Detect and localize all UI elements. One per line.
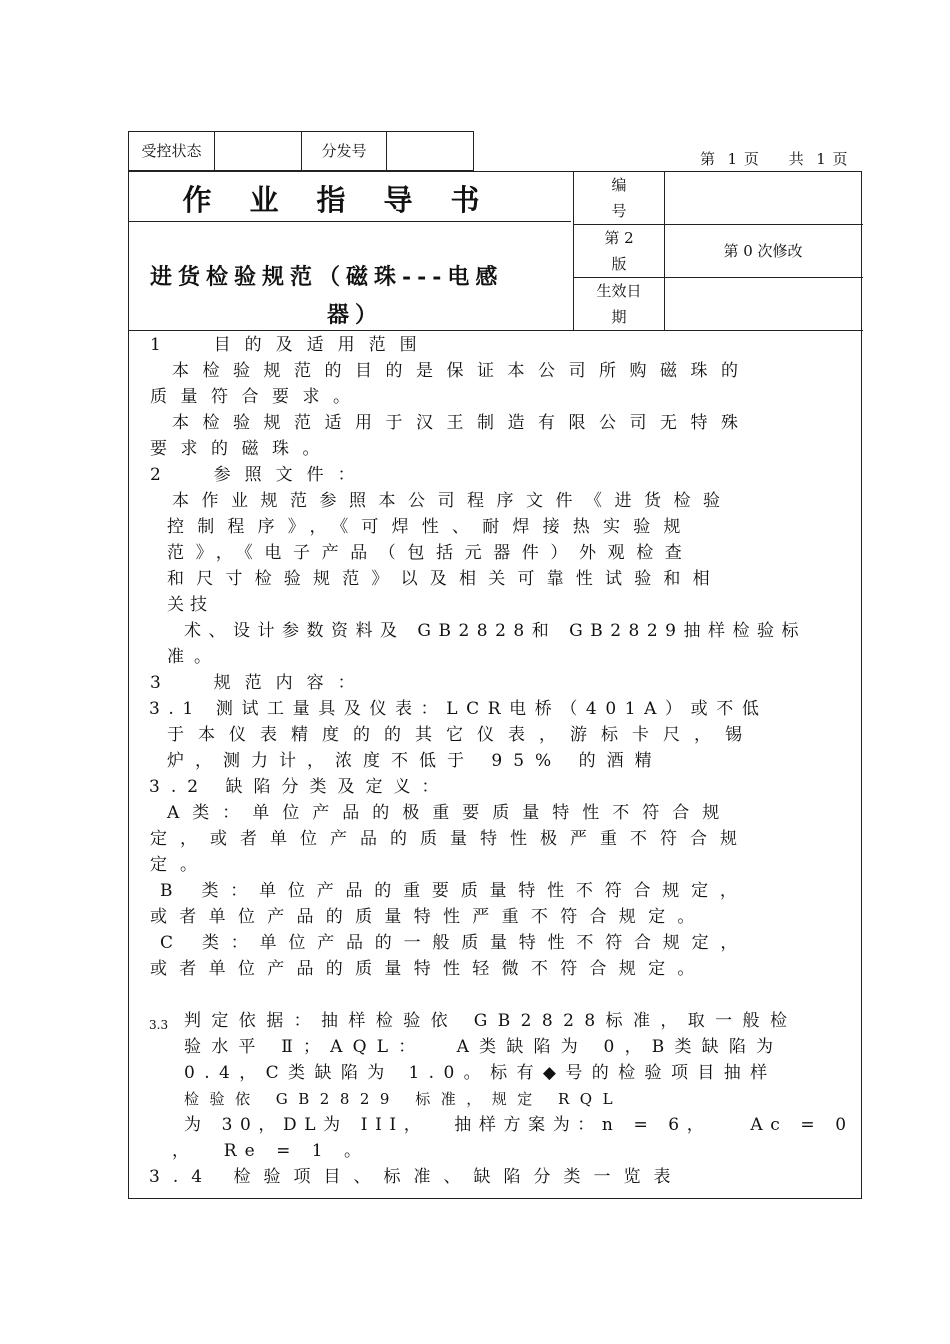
control-status-box — [128, 131, 474, 171]
section-2-line-e: 关技 — [167, 595, 213, 615]
document-subtitle — [150, 258, 560, 334]
section-3-1-line-a: 3.1 测试工量具及仪表：LCR电桥（401A）或不低 — [149, 699, 768, 719]
revision-label: 第 0 次修改 — [723, 242, 803, 260]
number-label: 编 号 — [611, 176, 627, 220]
section-1-para-1a: 本检验规范的目的是保证本公司所购磁珠的 — [172, 361, 752, 381]
section-2-line-a: 本作业规范参照本公司程序文件《进货检验 — [172, 491, 733, 511]
class-a-line-1: A类：单位产品的极重要质量特性不符合规 — [167, 803, 733, 823]
subtitle-line-1: 进货检验规范（磁珠---电感 — [150, 264, 504, 290]
section-3-4-heading: 3.4 检验项目、标准、缺陷分类一览表 — [149, 1167, 684, 1187]
section-3-2-heading: 3.2 缺陷分类及定义： — [149, 777, 450, 797]
section-3-3-line-e: 为 30，DL为 III， 抽样方案为：n = 6， Ac = 0 — [184, 1115, 854, 1135]
class-a-line-3: 定。 — [150, 855, 210, 875]
divider-title — [129, 221, 571, 222]
page-info: 第 1 页 共 1 页 — [700, 150, 849, 168]
section-1-para-1b: 质量符合要求。 — [150, 387, 364, 407]
section-3-3-line-b: 验水平 Ⅱ；AQL： A类缺陷为 0，B类缺陷为 — [184, 1037, 784, 1057]
class-b-line-2: 或者单位产品的质量特性严重不符合规定。 — [150, 907, 707, 927]
section-2-line-d: 和尺寸检验规范》以及相关可靠性试验和相 — [167, 569, 722, 589]
status-value — [215, 132, 302, 170]
section-3-heading: 3 规范内容： — [150, 673, 369, 693]
section-3-1-line-c: 炉，测力计，浓度不低于 95% 的酒精 — [167, 751, 663, 771]
class-c-line-2: 或者单位产品的质量特性轻微不符合规定。 — [150, 959, 707, 979]
divider-vertical-2 — [664, 172, 665, 331]
distribution-value — [387, 132, 473, 170]
section-3-1-line-b: 于本仪表精度的的其它仪表，游标卡尺，锡 — [167, 725, 756, 745]
status-label: 受控状态 — [129, 132, 215, 170]
document-title: 作业指导书 — [182, 183, 518, 217]
section-1-para-2b: 要求的磁珠。 — [150, 439, 333, 459]
distribution-label: 分发号 — [302, 132, 387, 170]
class-a-line-2: 定，或者单位产品的质量特性极严重不符合规 — [150, 829, 750, 849]
effective-date-label: 生效日 期 — [596, 282, 642, 326]
section-3-3-number: 3.3 — [149, 1018, 169, 1032]
section-3-3-line-f: ， Re = 1 。 — [172, 1141, 369, 1161]
section-2-line-g: 准。 — [167, 647, 221, 667]
section-2-line-f: 术、设计参数资料及 GB2828和 GB2829抽样检验标 — [184, 621, 806, 641]
section-3-3-line-c: 0.4，C类缺陷为 1.0。标有◆号的检验项目抽样 — [184, 1063, 777, 1083]
section-3-3-line-a: 判定依据：抽样检验依 GB2828标准，取一般检 — [184, 1011, 798, 1031]
section-1-heading: 1 目的及适用范围 — [150, 335, 431, 355]
version-label: 第 2 版 — [604, 229, 634, 273]
section-2-line-b: 控制程序》，《可焊性、耐焊接热实验规 — [167, 517, 694, 537]
section-2-heading: 2 参照文件： — [150, 465, 369, 485]
section-3-3-line-d: 检验依 GB2829 标准，规定 RQL — [184, 1090, 624, 1108]
subtitle-line-2: 器） — [326, 302, 383, 328]
class-b-line-1: B 类：单位产品的重要质量特性不符合规定， — [160, 881, 749, 901]
section-2-line-c: 范》，《电子产品（包括元器件）外观检查 — [167, 543, 694, 563]
section-1-para-2a: 本检验规范适用于汉王制造有限公司无特殊 — [172, 413, 752, 433]
class-c-line-1: C 类：单位产品的一般质量特性不符合规定， — [160, 933, 750, 953]
